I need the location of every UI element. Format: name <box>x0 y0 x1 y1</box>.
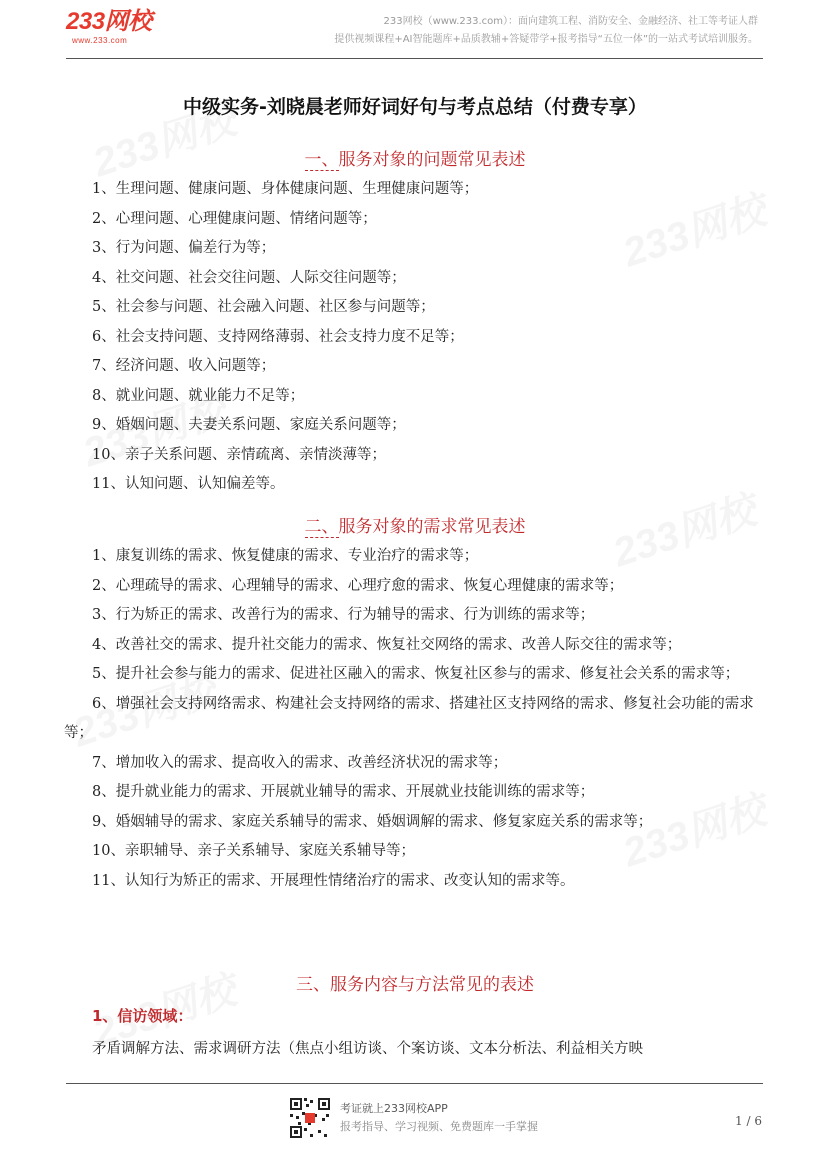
section-heading-2-text: 服务对象的需求常见表述 <box>338 517 526 537</box>
qr-code-icon[interactable] <box>288 1096 332 1140</box>
app-title: 考证就上233网校APP <box>340 1102 448 1115</box>
list-item: 9、婚姻问题、夫妻关系问题、家庭关系问题等； <box>92 417 406 433</box>
section-2-list <box>64 542 770 896</box>
tagline-line2: 提供视频课程+AI智能题库+品质教辅+答疑带学+报考指导“五位一体”的一站式考试培训服务。 <box>334 34 758 45</box>
list-item: 5、提升社会参与能力的需求、促进社区融入的需求、恢复社区参与的需求、修复社会关系的需求等； <box>92 666 740 682</box>
list-item: 2、心理疏导的需求、心理辅导的需求、心理疗愈的需求、恢复心理健康的需求等； <box>92 577 624 594</box>
brand-logo <box>66 8 176 48</box>
section-heading-1 <box>0 145 830 170</box>
footer-app-promo <box>340 1100 538 1136</box>
sub-heading: 1、信访领域： <box>92 1007 193 1025</box>
list-item: 8、提升就业能力的需求、开展就业辅导的需求、开展就业技能训练的需求等； <box>92 784 595 800</box>
list-item: 2、心理问题、心理健康问题、情绪问题等； <box>92 210 377 227</box>
list-item: 7、增加收入的需求、提高收入的需求、改善经济状况的需求等； <box>92 754 508 771</box>
list-item: 3、行为矫正的需求、改善行为的需求、行为辅导的需求、行为训练的需求等； <box>92 607 595 623</box>
header-divider <box>66 58 763 59</box>
list-item: 10、亲职辅导、亲子关系辅导、家庭关系辅导等； <box>92 843 415 859</box>
logo-text: 233网校 <box>66 8 152 35</box>
section-heading-1-text: 服务对象的问题常见表述 <box>338 150 526 170</box>
list-item: 6、社会支持问题、支持网络薄弱、社会支持力度不足等； <box>92 328 464 345</box>
list-item: 11、认知问题、认知偏差等。 <box>92 476 285 492</box>
tagline-line1: 233网校（www.233.com）：面向建筑工程、消防安全、金融经济、社工等考证人群 <box>383 16 758 27</box>
list-item: 3、行为问题、偏差行为等； <box>92 240 276 256</box>
page-number: 1 / 6 <box>735 1114 762 1128</box>
list-item: 10、亲子关系问题、亲情疏离、亲情淡薄等； <box>92 446 386 463</box>
section-heading-1-prefix: 一、 <box>304 150 339 170</box>
logo-url: www.233.com <box>72 36 128 45</box>
list-item: 8、就业问题、就业能力不足等； <box>92 387 305 404</box>
list-item: 9、婚姻辅导的需求、家庭关系辅导的需求、婚姻调解的需求、修复家庭关系的需求等； <box>92 813 653 830</box>
section-heading-3: 三、服务内容与方法常见的表述 <box>296 975 534 995</box>
app-subtitle: 报考指导、学习视频、免费题库一手掌握 <box>340 1120 538 1133</box>
list-item: 4、社交问题、社会交往问题、人际交往问题等； <box>92 269 406 286</box>
footer-divider <box>66 1083 763 1084</box>
page-header <box>0 0 830 60</box>
section-1-list <box>64 175 770 500</box>
list-item: 1、康复训练的需求、恢复健康的需求、专业治疗的需求等； <box>92 548 479 564</box>
paragraph: 矛盾调解方法、需求调研方法（焦点小组访谈、个案访谈、文本分析法、利益相关方映 <box>92 1041 643 1057</box>
section-heading-2-prefix: 二、 <box>304 517 339 537</box>
list-item: 6、增强社会支持网络需求、构建社会支持网络的需求、搭建社区支持网络的需求、修复社会功能的需求等； <box>64 695 754 741</box>
section-heading-2 <box>0 512 830 537</box>
document-title: 中级实务-刘晓晨老师好词好句与考点总结（付费专享） <box>183 96 647 118</box>
header-tagline <box>334 13 758 49</box>
list-item: 4、改善社交的需求、提升社交能力的需求、恢复社交网络的需求、改善人际交往的需求等； <box>92 636 682 653</box>
list-item: 5、社会参与问题、社会融入问题、社区参与问题等； <box>92 299 435 315</box>
list-item: 11、认知行为矫正的需求、开展理性情绪治疗的需求、改变认知的需求等。 <box>92 872 575 889</box>
list-item: 7、经济问题、收入问题等； <box>92 358 276 374</box>
list-item: 1、生理问题、健康问题、身体健康问题、生理健康问题等； <box>92 181 479 197</box>
